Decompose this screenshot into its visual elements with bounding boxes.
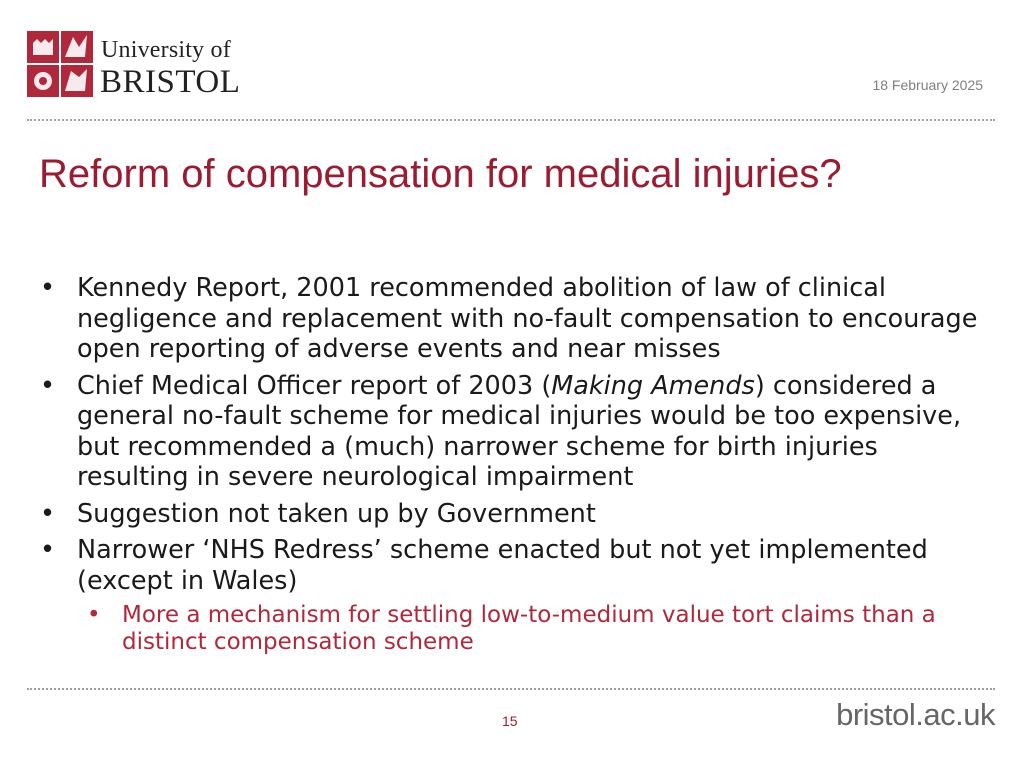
website-url: bristol.ac.uk	[836, 697, 995, 732]
bullet-dot: •	[40, 273, 56, 303]
sub-bullet-dot: •	[87, 602, 101, 628]
logo-text-bristol: BRISTOL	[100, 64, 241, 100]
logo-text-university: University of	[101, 37, 231, 63]
bullet-item	[40, 535, 985, 596]
bullet-text-post: ) considered a general no-fault scheme for medical injuries would be too expensive, but recommended a (much) narrower scheme for birth injuries resulting in severe neurological impairment	[77, 370, 962, 492]
page-number: 15	[502, 713, 518, 729]
bottom-divider	[27, 688, 995, 690]
bullet-item	[40, 371, 985, 493]
bullet-dot: •	[40, 498, 56, 529]
crest-icon	[27, 31, 93, 97]
slide-content	[40, 273, 985, 656]
sub-bullet-text: More a mechanism for settling low-to-medium value tort claims than a distinct compensation scheme	[122, 602, 936, 655]
top-divider	[27, 119, 995, 121]
bullet-text-italic: Making Amends	[551, 370, 755, 401]
bullet-dot: •	[40, 535, 56, 565]
bullet-item	[40, 499, 985, 530]
bullet-text: Kennedy Report, 2001 recommended abolition of law of clinical negligence and replacement with no-fault compensation to encourage open reporting of adverse events and near misses	[77, 273, 978, 364]
slide-date: 18 February 2025	[872, 77, 983, 93]
bullet-text-pre: Chief Medical Officer report of 2003 (	[77, 370, 552, 401]
slide-title: Reform of compensation for medical injuries?	[39, 152, 842, 196]
bullet-dot: •	[40, 370, 56, 401]
bullet-item	[40, 273, 985, 365]
sub-bullet-item	[40, 602, 985, 656]
university-logo	[27, 31, 249, 100]
bullet-text: Narrower ‘NHS Redress’ scheme enacted but not yet implemented (except in Wales)	[77, 535, 928, 596]
bullet-text: Suggestion not taken up by Government	[77, 498, 596, 529]
